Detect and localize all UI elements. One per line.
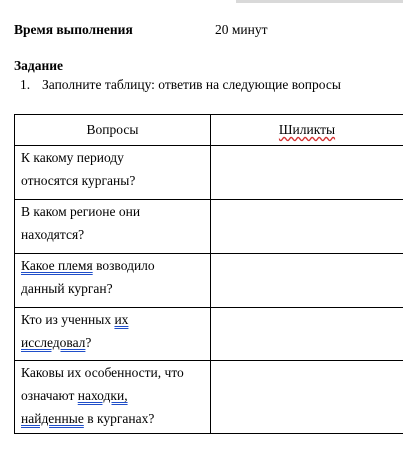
questions-table bbox=[14, 114, 403, 434]
question-line bbox=[21, 331, 204, 354]
header-questions: Вопросы bbox=[15, 115, 211, 146]
page-top-border bbox=[236, 0, 403, 3]
question-cell bbox=[15, 146, 211, 200]
answer-cell[interactable] bbox=[211, 200, 403, 254]
table-row bbox=[15, 308, 403, 361]
header-shilikty-text: Шиликты bbox=[278, 122, 336, 137]
question-fragment: найденные bbox=[21, 411, 84, 426]
question-line bbox=[21, 254, 204, 277]
time-label: Время выполнения bbox=[14, 22, 133, 37]
task-item bbox=[20, 77, 341, 93]
question-line: К какому периоду bbox=[21, 150, 124, 165]
question-line: относятся курганы? bbox=[21, 173, 136, 188]
question-fragment: их bbox=[114, 312, 129, 327]
question-cell bbox=[15, 308, 211, 361]
question-line: Каковы их особенности, что bbox=[21, 365, 184, 380]
time-row bbox=[14, 22, 394, 38]
question-fragment: Какое племя bbox=[21, 258, 93, 273]
question-cell bbox=[15, 361, 211, 434]
task-heading: Задание bbox=[14, 58, 64, 73]
table-row bbox=[15, 146, 403, 200]
table-row bbox=[15, 361, 403, 434]
question-fragment: означают bbox=[21, 388, 78, 403]
header-shilikty bbox=[211, 115, 403, 146]
question-fragment: находки, bbox=[77, 388, 128, 403]
answer-cell[interactable] bbox=[211, 254, 403, 308]
question-fragment: в курганах? bbox=[83, 411, 155, 426]
question-line: находятся? bbox=[21, 227, 85, 242]
question-line: данный курган? bbox=[21, 281, 113, 296]
question-fragment: ? bbox=[85, 335, 92, 350]
question-cell bbox=[15, 200, 211, 254]
task-item-number: 1. bbox=[20, 77, 31, 92]
answer-cell[interactable] bbox=[211, 146, 403, 200]
table-row bbox=[15, 254, 403, 308]
question-cell bbox=[15, 254, 211, 308]
question-line bbox=[21, 407, 204, 430]
question-line bbox=[21, 308, 204, 331]
question-line bbox=[21, 384, 204, 407]
question-line: В каком регионе они bbox=[21, 204, 141, 219]
task-item-text: Заполните таблицу: ответив на следующие вопросы bbox=[42, 77, 341, 92]
answer-cell[interactable] bbox=[211, 361, 403, 434]
question-fragment: исследовал bbox=[21, 335, 86, 350]
table-row bbox=[15, 200, 403, 254]
question-fragment: Кто из ученных bbox=[21, 312, 115, 327]
time-value: 20 минут bbox=[215, 22, 268, 37]
question-fragment: возводило bbox=[92, 258, 155, 273]
answer-cell[interactable] bbox=[211, 308, 403, 361]
table-header-row bbox=[15, 115, 403, 146]
